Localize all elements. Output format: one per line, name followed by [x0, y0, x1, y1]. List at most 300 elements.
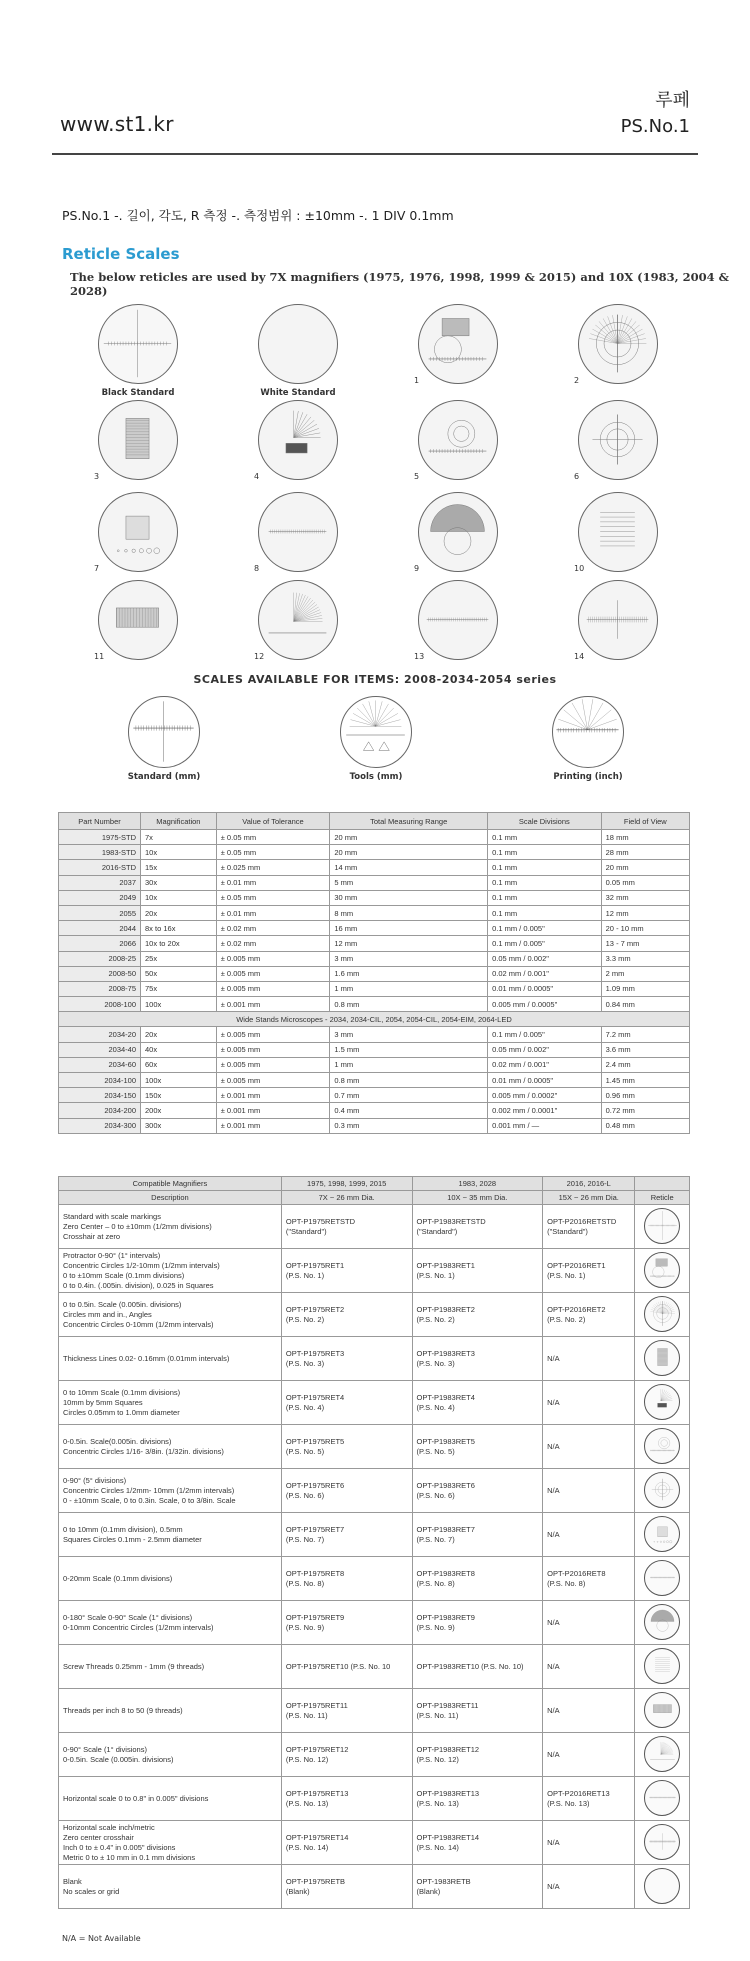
section-row-label: Wide Stands Microscopes - 2034, 2034-CIL, 2054, 2054-CIL, 2054-EIM, 2064-LED — [59, 1012, 690, 1027]
table-row — [59, 1205, 690, 1249]
reticle-thumbnail — [644, 1692, 680, 1728]
column-header: Part Number — [59, 813, 141, 830]
compat-header-row-1 — [59, 1177, 690, 1191]
scale-label: Standard (mm) — [127, 772, 201, 782]
part-15x — [543, 1513, 635, 1557]
part-15x — [543, 1469, 635, 1513]
part-7x — [281, 1821, 412, 1865]
reticle-number: 4 — [254, 472, 260, 481]
table-cell: 0.48 mm — [601, 1118, 689, 1133]
reticle-pattern-icon — [419, 401, 496, 478]
reticle-description — [59, 1557, 282, 1601]
table-cell: 2034-20 — [59, 1027, 141, 1042]
cell-line: 10mm by 5mm Squares — [63, 1397, 143, 1407]
cell-line: Concentric Circles 1/16- 3/8in. (1/32in. divisions) — [63, 1446, 224, 1456]
table-cell: 2034-200 — [59, 1103, 141, 1118]
part-10x — [412, 1293, 543, 1337]
table-cell: 0.8 mm — [330, 997, 488, 1012]
table-row — [59, 1027, 690, 1042]
part-7x — [281, 1337, 412, 1381]
table-cell: ± 0.001 mm — [216, 1103, 330, 1118]
part-7x — [281, 1513, 412, 1557]
table-cell: 8x to 16x — [141, 921, 217, 936]
cell-line: OPT-P1975RET13 — [285, 1788, 349, 1798]
table-cell: 0.72 mm — [601, 1103, 689, 1118]
cell-line: 0-20mm Scale (0.1mm divisions) — [63, 1573, 173, 1583]
reticle-pattern-icon — [259, 581, 336, 658]
table-cell: 100x — [141, 997, 217, 1012]
reticle-number: 5 — [414, 472, 420, 481]
cell-line: OPT-P1975RET8 — [285, 1568, 345, 1578]
cell-line: OPT-P2016RET8 — [547, 1568, 606, 1578]
part-10x — [412, 1381, 543, 1425]
reticle-number: 13 — [414, 652, 425, 661]
cell-line: 0 to 10mm (0.1mm division), 0.5mm — [63, 1524, 183, 1534]
cell-line: Zero center crosshair — [63, 1832, 134, 1842]
table-cell: 1 mm — [330, 981, 488, 996]
reticle-thumbnail — [644, 1208, 680, 1244]
cell-line: Standard with scale markings — [63, 1211, 161, 1221]
table-cell: 0.05 mm / 0.002" — [488, 951, 602, 966]
table-row — [59, 1073, 690, 1088]
reticle-pattern-icon — [646, 1649, 679, 1682]
cell-line: OPT-P1975RETB — [285, 1876, 346, 1886]
cell-line: OPT-P1975RET14 — [285, 1832, 349, 1842]
reticle-thumb-cell — [635, 1249, 690, 1293]
part-10x — [412, 1645, 543, 1689]
scale-image — [340, 696, 412, 768]
cell-line: Circles 0.05mm to 1.0mm diameter — [63, 1407, 180, 1417]
reticle-image — [418, 492, 498, 572]
table-cell: 0.7 mm — [330, 1088, 488, 1103]
reticle-pattern-icon — [646, 1561, 679, 1594]
table-cell: 0.1 mm — [488, 845, 602, 860]
cell-line: Squares Circles 0.1mm - 2.5mm diameter — [63, 1534, 202, 1544]
table-cell: 2.4 mm — [601, 1057, 689, 1072]
table-cell: 0.05 mm — [601, 875, 689, 890]
reticle-description — [59, 1469, 282, 1513]
cell-line: (P.S. No. 7) — [285, 1534, 325, 1544]
cell-line: (P.S. No. 2) — [547, 1314, 586, 1324]
reticle-thumbnail — [644, 1516, 680, 1552]
cell-line: OPT-P1983RET2 — [416, 1304, 475, 1314]
part-10x — [412, 1337, 543, 1381]
table-cell: 0.1 mm / 0.005" — [488, 1027, 602, 1042]
cell-line: (P.S. No. 9) — [285, 1622, 325, 1632]
header-divider — [52, 153, 698, 155]
reticle-thumbnail — [644, 1340, 680, 1376]
reticle-compat-table — [58, 1176, 690, 1909]
table-cell: 2066 — [59, 936, 141, 951]
table-cell: 20 - 10 mm — [601, 921, 689, 936]
table-cell: 0.1 mm — [488, 860, 602, 875]
table-cell: 0.1 mm — [488, 890, 602, 905]
table-cell: 1983-STD — [59, 845, 141, 860]
reticle-number: 3 — [94, 472, 100, 481]
cell-line: OPT-P2016RET2 — [547, 1304, 606, 1314]
table-cell: 20 mm — [330, 830, 488, 845]
table-cell: 18 mm — [601, 830, 689, 845]
table-cell: 15x — [141, 860, 217, 875]
reticle-pattern-icon — [99, 493, 176, 570]
table-cell: 0.01 mm / 0.0005" — [488, 981, 602, 996]
table-cell: 12 mm — [601, 905, 689, 920]
table-row — [59, 1337, 690, 1381]
part-10x — [412, 1821, 543, 1865]
reticle-pattern-icon — [579, 493, 656, 570]
cell-line: (P.S. No. 13) — [285, 1798, 329, 1808]
table-cell: 0.84 mm — [601, 997, 689, 1012]
table-cell: ± 0.005 mm — [216, 1057, 330, 1072]
table-cell: 0.1 mm — [488, 830, 602, 845]
reticle-description — [59, 1293, 282, 1337]
table-row — [59, 905, 690, 920]
cell-line: N/A — [547, 1353, 560, 1363]
reticle-image — [258, 492, 338, 572]
table-cell: 12 mm — [330, 936, 488, 951]
table-cell: 60x — [141, 1057, 217, 1072]
part-7x — [281, 1293, 412, 1337]
part-15x — [543, 1293, 635, 1337]
cell-line: (P.S. No. 1) — [547, 1270, 586, 1280]
reticle-pattern-icon — [579, 305, 656, 382]
reticle-number: 2 — [574, 376, 580, 385]
table-cell: 20 mm — [601, 860, 689, 875]
reticle-pattern-icon — [646, 1693, 679, 1726]
cell-line: N/A — [547, 1705, 560, 1715]
header-brand-block — [621, 88, 690, 140]
part-10x — [412, 1689, 543, 1733]
table-cell: 2016-STD — [59, 860, 141, 875]
table-cell: 14 mm — [330, 860, 488, 875]
reticle-description — [59, 1645, 282, 1689]
part-10x — [412, 1865, 543, 1909]
scale-image — [552, 696, 624, 768]
cell-line: OPT-P1975RET2 — [285, 1304, 345, 1314]
table-cell: 0.1 mm — [488, 905, 602, 920]
reticle-pattern-icon — [646, 1869, 679, 1902]
reticle-image — [98, 400, 178, 480]
part-7x — [281, 1469, 412, 1513]
reticle-thumb-cell — [635, 1557, 690, 1601]
reticle-thumbnail — [644, 1560, 680, 1596]
reticle-image — [98, 304, 178, 384]
table-cell: 2008-75 — [59, 981, 141, 996]
part-10x — [412, 1733, 543, 1777]
cell-line: (P.S. No. 7) — [416, 1534, 455, 1544]
table-row — [59, 1777, 690, 1821]
model-name: PS.No.1 — [620, 116, 690, 137]
part-7x — [281, 1645, 412, 1689]
table-cell: 20x — [141, 905, 217, 920]
part-15x — [543, 1689, 635, 1733]
table-cell: ± 0.05 mm — [216, 890, 330, 905]
part-10x — [412, 1557, 543, 1601]
table-cell: ± 0.05 mm — [216, 845, 330, 860]
reticle-label: White Standard — [260, 388, 336, 398]
table-cell: 8 mm — [330, 905, 488, 920]
table-cell: 2034-300 — [59, 1118, 141, 1133]
reticle-image — [98, 492, 178, 572]
cell-line: Concentric Circles 0-10mm (1/2mm intervals) — [63, 1319, 214, 1329]
reticle-number: 7 — [94, 564, 100, 573]
cell-line: 0-0.5in. Scale(0.005in. divisions) — [63, 1436, 172, 1446]
cell-line: OPT-P1983RET10 (P.S. No. 10) — [416, 1661, 524, 1671]
cell-line: OPT-P1975RET7 — [285, 1524, 345, 1534]
reticle-pattern-icon — [646, 1429, 679, 1462]
reticle-pattern-icon — [579, 401, 656, 478]
reticle-pattern-icon — [419, 581, 496, 658]
cell-line: (P.S. No. 6) — [285, 1490, 325, 1500]
table-row — [59, 997, 690, 1012]
cell-line: N/A — [547, 1749, 560, 1759]
cell-line: Metric 0 to ± 10 mm in 0.1 mm divisions — [63, 1852, 196, 1862]
cell-line: OPT-P1975RET6 — [285, 1480, 345, 1490]
cell-line: OPT-P2016RETSTD — [547, 1216, 617, 1226]
scale-image — [128, 696, 200, 768]
cell-line: OPT-P1983RET6 — [416, 1480, 475, 1490]
table-cell: 0.1 mm / 0.005" — [488, 921, 602, 936]
reticle-image — [578, 304, 658, 384]
table-row — [59, 1425, 690, 1469]
compat-header-row-2 — [59, 1191, 690, 1205]
cell-line: (P.S. No. 5) — [416, 1446, 455, 1456]
part-15x — [543, 1733, 635, 1777]
part-7x — [281, 1777, 412, 1821]
part-10x — [412, 1777, 543, 1821]
table-cell: 40x — [141, 1042, 217, 1057]
table-row — [59, 1733, 690, 1777]
reticle-thumbnail — [644, 1296, 680, 1332]
cell-line: N/A — [547, 1397, 560, 1407]
table-row — [59, 1645, 690, 1689]
specs-table-header — [59, 813, 690, 830]
table-cell: 25x — [141, 951, 217, 966]
cell-line: (Blank) — [285, 1886, 310, 1896]
table-row — [59, 981, 690, 996]
cell-line: N/A — [547, 1485, 560, 1495]
reticle-number: 9 — [414, 564, 420, 573]
cell-line: OPT-P1983RET4 — [416, 1392, 475, 1402]
cell-line: 0 to ±10mm Scale (0.1mm divisions) — [63, 1270, 185, 1280]
reticle-pattern-icon — [419, 305, 496, 382]
table-cell: 10x — [141, 845, 217, 860]
scale-pattern-icon — [341, 697, 410, 766]
table-cell: 1.5 mm — [330, 1042, 488, 1057]
cell-line: (P.S. No. 4) — [416, 1402, 455, 1412]
table-row — [59, 951, 690, 966]
table-cell: ± 0.01 mm — [216, 875, 330, 890]
cell-line: ("Standard") — [285, 1226, 327, 1236]
table-row — [59, 966, 690, 981]
table-cell: ± 0.005 mm — [216, 1027, 330, 1042]
table-cell: 28 mm — [601, 845, 689, 860]
part-7x — [281, 1865, 412, 1909]
reticle-number: 12 — [254, 652, 265, 661]
cell-line: (P.S. No. 1) — [416, 1270, 455, 1280]
cell-line: Threads per inch 8 to 50 (9 threads) — [63, 1705, 183, 1715]
reticle-thumb-cell — [635, 1733, 690, 1777]
cell-line: OPT-1983RETB — [416, 1876, 471, 1886]
reticle-pattern-icon — [259, 493, 336, 570]
table-cell: 3.3 mm — [601, 951, 689, 966]
table-cell: 300x — [141, 1118, 217, 1133]
table-cell: 3 mm — [330, 1027, 488, 1042]
table-cell: 1975-STD — [59, 830, 141, 845]
reticle-pattern-icon — [646, 1781, 679, 1814]
cell-line: 0 - ±10mm Scale, 0 to 0.3in. Scale, 0 to 3/8in. Scale — [63, 1495, 236, 1505]
reticle-image — [258, 580, 338, 660]
column-header: Total Measuring Range — [330, 813, 488, 830]
reticle-number: 10 — [574, 564, 585, 573]
scale-label: Tools (mm) — [349, 772, 403, 782]
table-row — [59, 830, 690, 845]
table-row — [59, 845, 690, 860]
table-cell: 0.4 mm — [330, 1103, 488, 1118]
reticle-thumb-cell — [635, 1381, 690, 1425]
table-cell: 16 mm — [330, 921, 488, 936]
reticle-description — [59, 1337, 282, 1381]
cell-line: Zero Center – 0 to ±10mm (1/2mm divisions) — [63, 1221, 212, 1231]
reticle-image — [258, 400, 338, 480]
cell-line: OPT-P1983RET12 — [416, 1744, 480, 1754]
cell-line: OPT-P1983RET3 — [416, 1348, 475, 1358]
footnote: N/A = Not Available — [62, 1934, 141, 1943]
scale-pattern-icon — [129, 697, 198, 766]
cell-line: 0-90° Scale (1° divisions) — [63, 1744, 147, 1754]
reticle-thumbnail — [644, 1868, 680, 1904]
table-cell: 10x to 20x — [141, 936, 217, 951]
table-cell: ± 0.02 mm — [216, 921, 330, 936]
reticle-pattern-icon — [646, 1341, 679, 1374]
reticle-thumbnail — [644, 1780, 680, 1816]
cell-line: (P.S. No. 14) — [416, 1842, 459, 1852]
reticle-thumbnail — [644, 1428, 680, 1464]
table-row — [59, 875, 690, 890]
table-cell: ± 0.005 mm — [216, 966, 330, 981]
spec-summary: PS.No.1 -. 길이, 각도, R 측정 -. 측정범위 : ±10mm -. 1 DIV 0.1mm — [62, 208, 454, 223]
table-cell: 2 mm — [601, 966, 689, 981]
cell-line: OPT-P1983RET13 — [416, 1788, 480, 1798]
column-header: 10X ~ 35 mm Dia. — [412, 1191, 543, 1205]
table-cell: 30 mm — [330, 890, 488, 905]
cell-line: Concentric Circles 1/2-10mm (1/2mm intervals) — [63, 1260, 220, 1270]
cell-line: (P.S. No. 4) — [285, 1402, 325, 1412]
reticle-pattern-icon — [579, 581, 656, 658]
cell-line: (P.S. No. 8) — [285, 1578, 325, 1588]
part-7x — [281, 1249, 412, 1293]
table-cell: 1 mm — [330, 1057, 488, 1072]
part-7x — [281, 1425, 412, 1469]
reticle-thumbnail — [644, 1384, 680, 1420]
table-cell: ± 0.005 mm — [216, 1042, 330, 1057]
reticle-thumb-cell — [635, 1425, 690, 1469]
part-10x — [412, 1513, 543, 1557]
reticle-thumb-cell — [635, 1469, 690, 1513]
part-15x — [543, 1645, 635, 1689]
cell-line: OPT-P1983RET1 — [416, 1260, 475, 1270]
scale-label: Printing (inch) — [553, 772, 623, 782]
table-cell: ± 0.005 mm — [216, 981, 330, 996]
table-cell: 0.02 mm / 0.001" — [488, 1057, 602, 1072]
table-cell: 75x — [141, 981, 217, 996]
brand-name: 루페 — [655, 90, 690, 111]
reticle-thumbnail — [644, 1648, 680, 1684]
part-15x — [543, 1777, 635, 1821]
cell-line: N/A — [547, 1837, 560, 1847]
reticle-pattern-icon — [419, 493, 496, 570]
table-row — [59, 1381, 690, 1425]
reticle-pattern-icon — [99, 305, 176, 382]
table-row — [59, 1865, 690, 1909]
table-cell: 2044 — [59, 921, 141, 936]
table-cell: ± 0.02 mm — [216, 936, 330, 951]
part-15x — [543, 1337, 635, 1381]
cell-line: N/A — [547, 1441, 560, 1451]
cell-line: 0-180° Scale 0-90° Scale (1° divisions) — [63, 1612, 193, 1622]
reticle-pattern-icon — [99, 401, 176, 478]
table-cell: 150x — [141, 1088, 217, 1103]
table-row — [59, 890, 690, 905]
table-cell: 3.6 mm — [601, 1042, 689, 1057]
table-row — [59, 1513, 690, 1557]
cell-line: 0-90° (5° divisions) — [63, 1475, 127, 1485]
reticle-image — [418, 580, 498, 660]
cell-line: OPT-P1975RET12 — [285, 1744, 349, 1754]
reticle-description — [59, 1733, 282, 1777]
column-header: Value of Tolerance — [216, 813, 330, 830]
reticle-description — [59, 1381, 282, 1425]
cell-line: N/A — [547, 1661, 560, 1671]
reticle-thumb-cell — [635, 1777, 690, 1821]
table-cell: 1.09 mm — [601, 981, 689, 996]
table-cell: 0.01 mm / 0.0005" — [488, 1073, 602, 1088]
reticle-label: Black Standard — [101, 388, 175, 398]
cell-line: OPT-P1983RET7 — [416, 1524, 475, 1534]
cell-line: Inch 0 to ± 0.4" in 0.005" divisions — [63, 1842, 176, 1852]
cell-line: Concentric Circles 1/2mm- 10mm (1/2mm intervals) — [63, 1485, 235, 1495]
table-cell: ± 0.001 mm — [216, 1118, 330, 1133]
cell-line: 0 to 0.5in. Scale (0.005in. divisions) — [63, 1299, 182, 1309]
cell-line: Screw Threads 0.25mm - 1mm (9 threads) — [63, 1661, 205, 1671]
table-row — [59, 936, 690, 951]
table-cell: 2034-60 — [59, 1057, 141, 1072]
reticle-description — [59, 1205, 282, 1249]
reticle-thumb-cell — [635, 1337, 690, 1381]
specs-table — [58, 812, 690, 1134]
cell-line: OPT-P2016RET13 — [547, 1788, 610, 1798]
table-cell: 20 mm — [330, 845, 488, 860]
reticle-description — [59, 1821, 282, 1865]
reticle-thumb-cell — [635, 1205, 690, 1249]
cell-line: OPT-P1983RET9 — [416, 1612, 475, 1622]
cell-line: (P.S. No. 2) — [416, 1314, 455, 1324]
cell-line: OPT-P1983RET14 — [416, 1832, 480, 1842]
part-10x — [412, 1469, 543, 1513]
table-cell: 0.001 mm / — — [488, 1118, 602, 1133]
table-row — [59, 1557, 690, 1601]
table-cell: 0.005 mm / 0.0005" — [488, 997, 602, 1012]
cell-line: 0-0.5in. Scale (0.005in. divisions) — [63, 1754, 174, 1764]
reticle-image — [578, 400, 658, 480]
cell-line: OPT-P1983RET8 — [416, 1568, 475, 1578]
scale-pattern-icon — [553, 697, 622, 766]
cell-line: No scales or grid — [63, 1886, 120, 1896]
cell-line: (P.S. No. 5) — [285, 1446, 325, 1456]
table-row — [59, 1689, 690, 1733]
reticle-thumbnail — [644, 1824, 680, 1860]
reticle-description — [59, 1601, 282, 1645]
